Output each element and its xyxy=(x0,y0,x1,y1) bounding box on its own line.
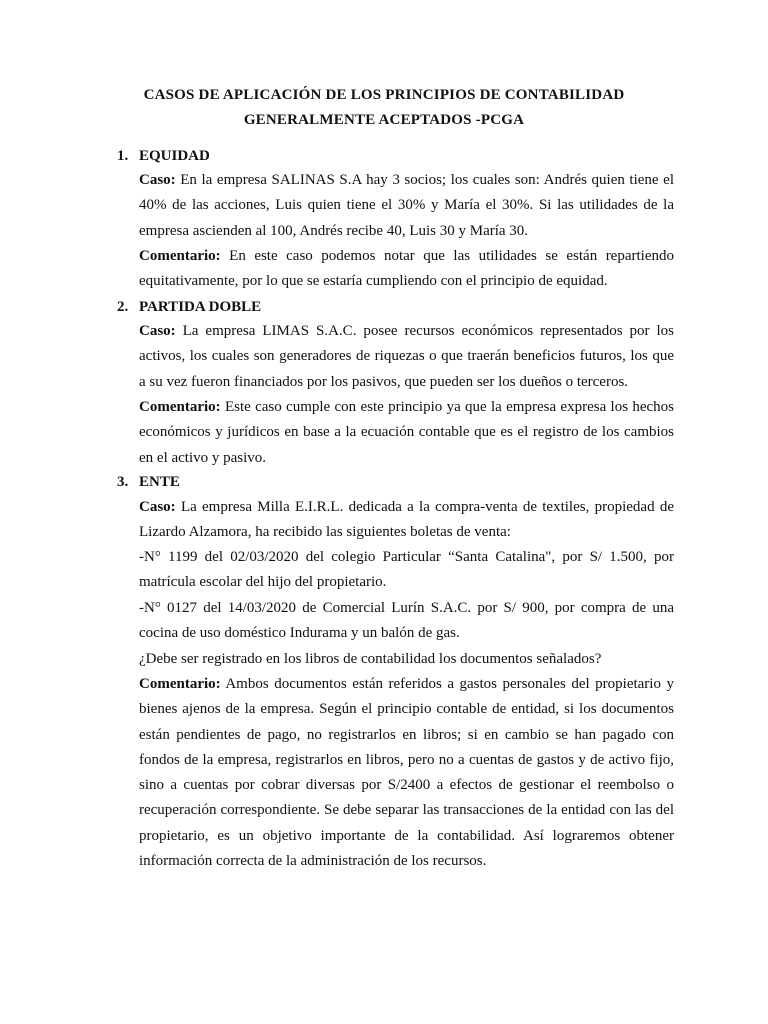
document-title-line-2: GENERALMENTE ACEPTADOS -PCGA xyxy=(243,112,525,128)
caso-label: Caso: xyxy=(139,323,176,339)
section-number: 1. xyxy=(117,148,129,164)
caso-text: La empresa LIMAS S.A.C. posee recursos económicos representados por los activos, los cuales son generadores de riquezas o que traerán beneficios futuros, los que a su vez fueron financiados por los pasivos, que pueden ser los dueños o terceros. xyxy=(139,323,674,390)
section-heading-partida-doble xyxy=(117,299,261,316)
comentario-paragraph-ente xyxy=(139,672,674,874)
section-number: 2. xyxy=(117,299,129,315)
document-title-line-1: CASOS DE APLICACIÓN DE LOS PRINCIPIOS DE CONTABILIDAD xyxy=(143,87,625,103)
comentario-text: Ambos documentos están referidos a gastos personales del propietario y bienes ajenos de la empresa. Según el principio contable de entidad, si los documentos están pendientes de pago, no registrarlos en libros; si en cambio se han pagado con fondos de la empresa, registrarlos en libros, pero no a cuentas de gastos y de activo fijo, sino a cuentas por cobrar diversas por S/2400 a efectos de gestionar el reembolso o recuperación correspondiente. Se debe separar las transacciones de la entidad con las del propietario, es un objetivo importante de la contabilidad. Así lograremos obtener información correcta de la administración de los recursos. xyxy=(139,676,674,870)
comentario-text: Este caso cumple con este principio ya que la empresa expresa los hechos económicos y jurídicos en base a la ecuación contable que es el registro de los cambios en el activo y pasivo. xyxy=(139,399,674,466)
caso-paragraph-partida-doble xyxy=(139,319,674,395)
section-title: EQUIDAD xyxy=(139,148,210,164)
section-heading-ente xyxy=(117,474,180,491)
section-title: PARTIDA DOBLE xyxy=(139,299,262,315)
boleta-item-2: -N° 0127 del 14/03/2020 de Comercial Lurín S.A.C. por S/ 900, por compra de una cocina de uso doméstico Indurama y un balón de gas. xyxy=(139,600,674,642)
caso-paragraph-ente xyxy=(139,495,674,546)
caso-text: La empresa Milla E.I.R.L. dedicada a la compra-venta de textiles, propiedad de Lizardo Alzamora, ha recibido las siguientes boletas de venta: xyxy=(139,499,674,541)
comentario-label: Comentario: xyxy=(139,676,221,692)
question-text: ¿Debe ser registrado en los libros de contabilidad los documentos señalados? xyxy=(139,651,602,667)
comentario-paragraph-equidad xyxy=(139,244,674,295)
section-title: ENTE xyxy=(139,474,180,490)
caso-label: Caso: xyxy=(139,172,176,188)
caso-text: En la empresa SALINAS S.A hay 3 socios; los cuales son: Andrés quien tiene el 40% de las acciones, Luis quien tiene el 30% y María el 30%. Si las utilidades de la empresa ascienden al 100, Andrés recibe 40, Luis 30 y María 30. xyxy=(139,172,674,239)
comentario-label: Comentario: xyxy=(139,248,221,264)
section-heading-equidad xyxy=(117,148,210,165)
boleta-item-1: -N° 1199 del 02/03/2020 del colegio Particular “Santa Catalina", por S/ 1.500, por matrícula escolar del hijo del propietario. xyxy=(139,549,674,591)
caso-paragraph-equidad xyxy=(139,168,674,244)
comentario-label: Comentario: xyxy=(139,399,221,415)
comentario-text: En este caso podemos notar que las utilidades se están repartiendo equitativamente, por lo que se estaría cumpliendo con el principio de equidad. xyxy=(139,248,674,290)
caso-label: Caso: xyxy=(139,499,176,515)
section-number: 3. xyxy=(117,474,129,490)
comentario-paragraph-partida-doble xyxy=(139,395,674,471)
